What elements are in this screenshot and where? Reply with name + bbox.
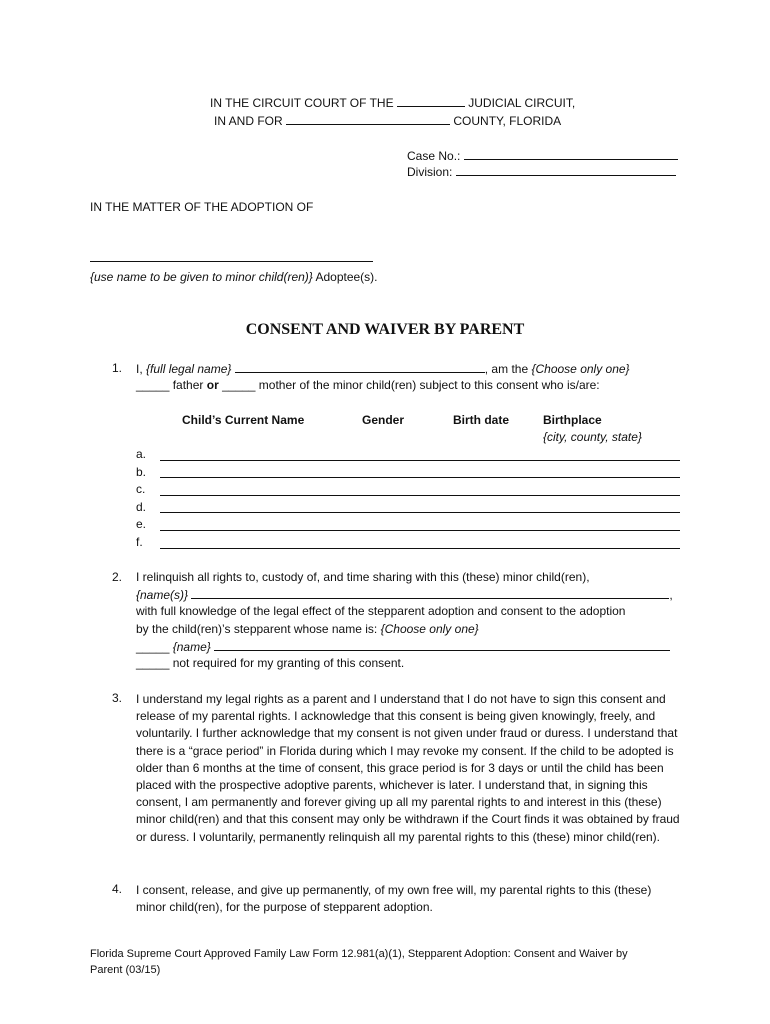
item-4-number: 4.: [112, 882, 123, 896]
or-label: or: [206, 378, 219, 392]
name-hint: {name}: [172, 640, 211, 654]
child-row-field[interactable]: [160, 460, 680, 461]
child-row-field[interactable]: [160, 495, 680, 496]
not-required-option[interactable]: _____ not required for my granting of this consent.: [136, 656, 405, 670]
court-header-line-1: [210, 95, 575, 110]
birthplace-hint: {city, county, state}: [543, 430, 642, 444]
row-label: b.: [136, 465, 147, 479]
col-birth-date: Birth date: [453, 413, 510, 427]
document-title: CONSENT AND WAIVER BY PARENT: [245, 321, 525, 338]
case-no-field[interactable]: [464, 148, 678, 160]
item-1-number: 1.: [112, 361, 123, 375]
am-the-label: , am the: [484, 362, 529, 376]
choose-hint: {Choose: [531, 362, 577, 376]
footer-revision: Parent (03/15): [90, 964, 161, 976]
adoptee-name-field[interactable]: [90, 250, 373, 262]
stepparent-label: by the child(ren)’s stepparent whose name is:: [136, 622, 378, 636]
col-gender: Gender: [362, 413, 405, 427]
item-2-line-4: [136, 622, 479, 636]
row-label: a.: [136, 447, 147, 461]
stepparent-name-field[interactable]: [214, 639, 670, 651]
item-2-line-5: [136, 639, 670, 654]
item-3-paragraph: I understand my legal rights as a parent and I understand that I do not have to sign this consent and release of my parental rights. I acknowledge that this consent is being given knowingly, freely, and voluntarily. I further acknowledge that my consent is not given under fraud or duress. I understand that there is a “grace period” in Florida during which I may revoke my consent. If the child to be adopted is older than 6 months at the time of consent, this grace period is for 3 days or until the child has been placed with the prospective adoptive parents, whichever is later. I understand that, in signing this consent, I am permanently and forever giving up all my parental rights to and interest in this (these) minor child(ren) and that this consent may only be withdrawn if the Court finds it was obtained by fraud or duress. I voluntarily, permanently relinquish all my parental rights to this (these) minor child(ren).: [136, 692, 680, 844]
item-1-i: I,: [136, 362, 143, 376]
row-label: f.: [136, 535, 143, 549]
court-header-line-2: [214, 113, 561, 128]
full-legal-name-hint: {full legal name}: [146, 362, 232, 376]
item-1-line-2: [136, 378, 600, 392]
division-label: Division:: [407, 165, 453, 179]
mother-option[interactable]: _____ mother of the minor child(ren) subject to this consent who is/are:: [222, 378, 600, 392]
col-child-name: Child’s Current Name: [182, 413, 305, 427]
child-names-field[interactable]: [191, 587, 669, 599]
choose-only-one-hint: {Choose only one}: [380, 622, 479, 636]
father-label: father: [172, 378, 204, 392]
footer-form-info: Florida Supreme Court Approved Family Law Form 12.981(a)(1), Stepparent Adoption: Consent and Waiver by: [90, 948, 628, 960]
adoptee-label: Adoptee(s).: [315, 270, 378, 284]
circuit-blank[interactable]: [397, 95, 465, 107]
full-legal-name-field[interactable]: [235, 361, 485, 373]
court-label: IN THE CIRCUIT COURT OF THE: [210, 96, 394, 110]
item-4-paragraph: I consent, release, and give up permanently, of my own free will, my parental rights to this (these) minor child(ren), for the purpose of stepparent adoption.: [136, 883, 652, 915]
adoptee-hint: {use name to be given to minor child(ren)}: [90, 270, 313, 284]
circuit-label: JUDICIAL CIRCUIT,: [468, 96, 576, 110]
division-field[interactable]: [456, 164, 676, 176]
county-label: COUNTY, FLORIDA: [453, 114, 562, 128]
child-row-field[interactable]: [160, 530, 680, 531]
stepparent-name-checkbox[interactable]: _____: [136, 640, 170, 654]
child-row-field[interactable]: [160, 512, 680, 513]
in-and-for-label: IN AND FOR: [214, 114, 283, 128]
only-one-hint: only one}: [580, 362, 630, 376]
item-1-line-1: [136, 361, 630, 376]
child-row-field[interactable]: [160, 477, 680, 478]
item-2-number: 2.: [112, 570, 123, 584]
col-birthplace: Birthplace: [543, 413, 602, 427]
row-label: e.: [136, 517, 147, 531]
item-2-line-3: with full knowledge of the legal effect of the stepparent adoption and consent to the adoption: [136, 604, 626, 618]
matter-label: IN THE MATTER OF THE ADOPTION OF: [90, 200, 314, 214]
division-row: [407, 164, 676, 179]
child-row-field[interactable]: [160, 548, 680, 549]
row-label: c.: [136, 482, 146, 496]
item-2-line-1: I relinquish all rights to, custody of, and time sharing with this (these) minor child(ren),: [136, 570, 590, 584]
father-checkbox[interactable]: _____: [136, 378, 170, 392]
item-3-number: 3.: [112, 691, 123, 705]
case-no-label: Case No.:: [407, 149, 461, 163]
case-no-row: [407, 148, 678, 163]
item-2-line-2: {name(s)} ,: [136, 588, 673, 602]
county-blank[interactable]: [286, 113, 450, 125]
names-hint: {name(s)}: [136, 588, 189, 602]
adoptee-row: [90, 270, 378, 284]
row-label: d.: [136, 500, 147, 514]
